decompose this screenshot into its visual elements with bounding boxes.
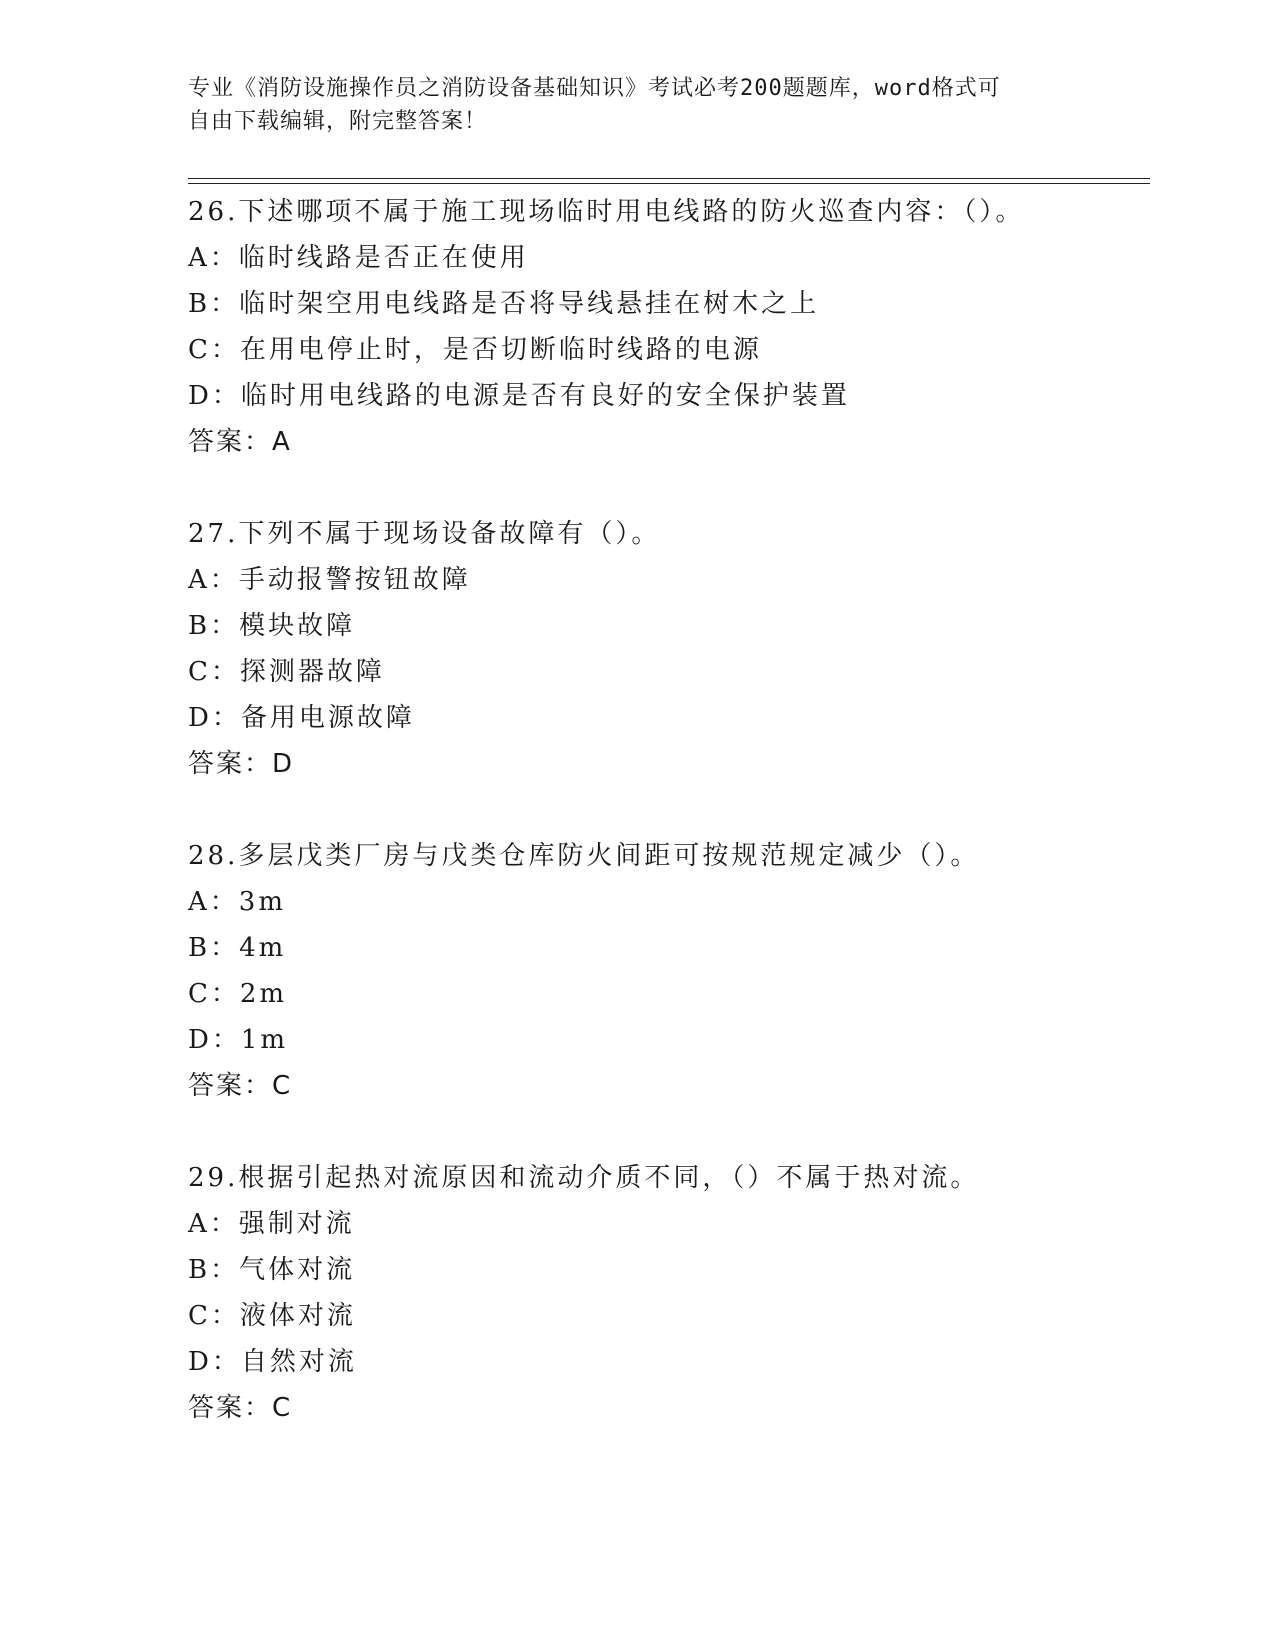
question-number: 29. (188, 1163, 239, 1193)
question-28 (188, 833, 1150, 1109)
option-a: A：临时线路是否正在使用 (188, 243, 529, 273)
question-stem (188, 833, 1150, 879)
question-stem (188, 1155, 1150, 1201)
question-stem (188, 511, 1150, 557)
option-a: A：强制对流 (188, 1209, 355, 1239)
option-b: B：4m (188, 933, 287, 963)
answer: 答案：C (188, 1393, 293, 1423)
option-d: D：1m (188, 1025, 289, 1055)
question-text: 下述哪项不属于施工现场临时用电线路的防火巡查内容：（）。 (238, 197, 1025, 227)
answer: 答案：D (188, 749, 295, 779)
header-divider-bottom (188, 183, 1150, 184)
option-b: B：模块故障 (188, 611, 356, 641)
answer: 答案：A (188, 427, 292, 457)
question-number: 26. (188, 197, 239, 227)
answer: 答案：C (188, 1071, 293, 1101)
option-a: A：手动报警按钮故障 (188, 565, 471, 595)
question-29 (188, 1155, 1150, 1431)
question-text: 根据引起热对流原因和流动介质不同，（）不属于热对流。 (238, 1163, 980, 1193)
option-c: C：2m (188, 979, 288, 1009)
question-number: 28. (188, 841, 239, 871)
header-divider-top (188, 178, 1150, 179)
option-b: B：临时架空用电线路是否将导线悬挂在树木之上 (188, 289, 820, 319)
question-number: 27. (188, 519, 239, 549)
option-c: C：液体对流 (188, 1301, 356, 1331)
header-line-2: 自由下载编辑，附完整答案！ (188, 109, 488, 134)
option-b: B：气体对流 (188, 1255, 356, 1285)
question-27 (188, 511, 1150, 787)
option-d: D：自然对流 (188, 1347, 357, 1377)
question-text: 多层戊类厂房与戊类仓库防火间距可按规范规定减少（）。 (238, 841, 980, 871)
question-stem (188, 189, 1150, 235)
document-header (188, 72, 1068, 138)
question-list (188, 189, 1150, 1477)
option-c: C：探测器故障 (188, 657, 385, 687)
header-line-1: 专业《消防设施操作员之消防设备基础知识》考试必考200题题库，word格式可 (188, 76, 1001, 101)
option-d: D：备用电源故障 (188, 703, 415, 733)
question-text: 下列不属于现场设备故障有（）。 (238, 519, 661, 549)
option-a: A：3m (188, 887, 286, 917)
option-c: C：在用电停止时，是否切断临时线路的电源 (188, 335, 762, 365)
question-26 (188, 189, 1150, 465)
option-d: D：临时用电线路的电源是否有良好的安全保护装置 (188, 381, 850, 411)
